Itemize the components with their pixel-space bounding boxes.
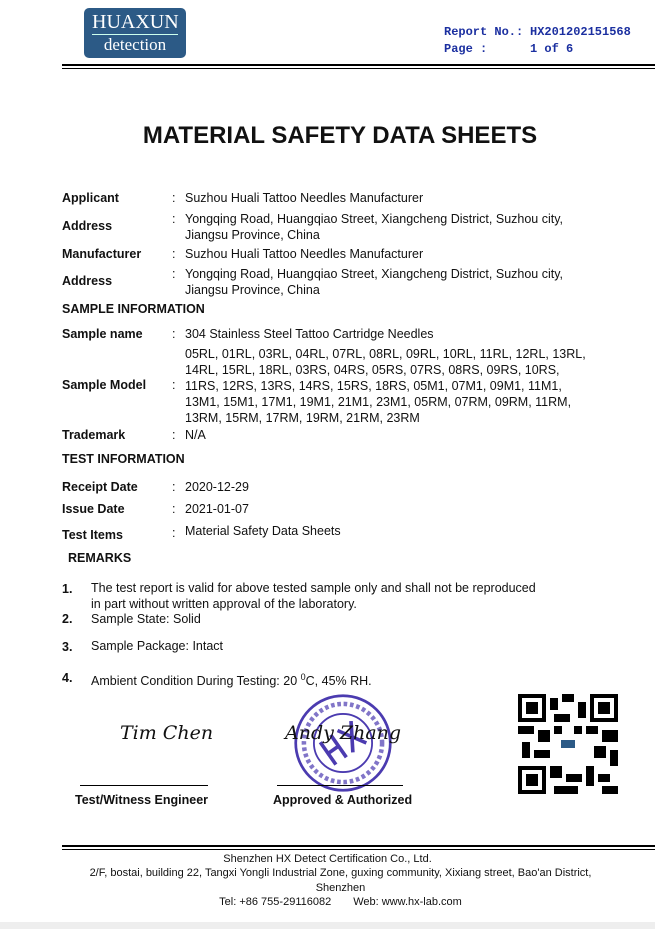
approver-signature: Andy Zhang — [285, 722, 402, 744]
colon: : — [172, 480, 176, 494]
model-line: 05RL, 01RL, 03RL, 04RL, 07RL, 08RL, 09RL, 10RL, 11RL, 12RL, 13RL, — [185, 347, 586, 361]
applicant-value: Suzhou Huali Tattoo Needles Manufacturer — [185, 191, 424, 205]
address-label: Address — [62, 219, 113, 233]
footer-address-line1: 2/F, bostai, building 22, Tangxi Yongli Industrial Zone, guxing community, Xixiang street, Bao'an District, — [89, 867, 592, 879]
colon: : — [172, 327, 176, 341]
footer-company: Shenzhen HX Detect Certification Co., Ltd. — [223, 853, 432, 865]
remark-1 — [91, 580, 536, 612]
sample-model-list — [185, 346, 586, 426]
page-title: MATERIAL SAFETY DATA SHEETS — [142, 122, 538, 149]
applicant-label: Applicant — [62, 191, 119, 205]
colon: : — [172, 267, 176, 281]
sample-info-heading: SAMPLE INFORMATION — [62, 302, 205, 316]
signature-line — [277, 785, 403, 786]
huaxun-logo — [84, 8, 186, 58]
qr-code-icon — [518, 694, 618, 794]
remarks-heading: REMARKS — [68, 551, 132, 565]
footer-tel: Tel: +86 755-29116082 — [219, 896, 332, 908]
remark-2: Sample State: Solid — [91, 612, 201, 626]
remark-3: Sample Package: Intact — [91, 639, 224, 653]
footer-address-line2: Shenzhen — [315, 882, 366, 894]
engineer-signature: Tim Chen — [120, 722, 214, 744]
report-no-label: Report No.: — [444, 25, 524, 39]
sample-model-label: Sample Model — [62, 378, 147, 392]
logo-text: HUAXUN — [92, 11, 179, 33]
manufacturer-label: Manufacturer — [62, 247, 142, 261]
test-items-value: Material Safety Data Sheets — [185, 524, 341, 538]
colon: : — [172, 247, 176, 261]
colon: : — [172, 526, 176, 540]
receipt-date-value: 2020-12-29 — [185, 480, 249, 494]
address2-line2: Jiangsu Province, China — [185, 283, 320, 297]
manufacturer-value: Suzhou Huali Tattoo Needles Manufacturer — [185, 247, 424, 261]
footer-rule — [62, 845, 655, 850]
logo-subtext: detection — [103, 35, 167, 54]
trademark-value: N/A — [185, 428, 206, 442]
receipt-date-label: Receipt Date — [62, 480, 138, 494]
sample-name-label: Sample name — [62, 327, 143, 341]
report-no: HX201202151568 — [530, 25, 631, 39]
address-line1: Yongqing Road, Huangqiao Street, Xiangcheng District, Suzhou city, — [185, 212, 564, 226]
remark-text: The test report is valid for above tested sample only and shall not be reproduced — [91, 581, 536, 595]
colon: : — [172, 191, 176, 205]
model-line: 11RS, 12RS, 13RS, 14RS, 15RS, 18RS, 05M1, 07M1, 09M1, 11M1, — [185, 379, 562, 393]
remark-number: 4. — [62, 671, 73, 685]
model-line: 13RM, 15RM, 17RM, 19RM, 21RM, 23RM — [185, 411, 420, 425]
footer-contact — [13, 896, 655, 908]
address-label: Address — [62, 274, 113, 288]
remark-text: in part without written approval of the laboratory. — [91, 597, 357, 611]
approver-label: Approved & Authorized — [273, 793, 413, 807]
sample-name-value: 304 Stainless Steel Tattoo Cartridge Needles — [185, 327, 434, 341]
address-line2: Jiangsu Province, China — [185, 228, 320, 242]
colon: : — [172, 428, 176, 442]
page-label: Page : — [444, 42, 488, 56]
model-line: 13M1, 15M1, 17M1, 19M1, 21M1, 23M1, 05RM, 07RM, 09RM, 11RM, — [185, 395, 572, 409]
address2-line1: Yongqing Road, Huangqiao Street, Xiangcheng District, Suzhou city, — [185, 267, 564, 281]
remark-4 — [91, 669, 372, 689]
test-info-heading: TEST INFORMATION — [62, 452, 185, 466]
test-items-label: Test Items — [62, 528, 123, 542]
issue-date-label: Issue Date — [62, 502, 125, 516]
signature-line — [80, 785, 208, 786]
model-line: 14RL, 15RL, 18RL, 03RS, 04RS, 05RS, 07RS, 08RS, 09RS, 10RS, — [185, 363, 560, 377]
remark-text: C, 45% RH. — [305, 674, 372, 689]
remark-number: 3. — [62, 640, 73, 654]
engineer-label: Test/Witness Engineer — [75, 793, 209, 807]
header-rule — [62, 64, 655, 69]
footer-web: Web: www.hx-lab.com — [353, 896, 462, 908]
trademark-label: Trademark — [62, 428, 126, 442]
degree-superscript: 0 — [300, 672, 306, 682]
remark-text: Ambient Condition During Testing: 20 — [91, 674, 301, 689]
page-bottom-edge — [0, 922, 655, 929]
page-number: 1 of 6 — [530, 42, 574, 56]
colon: : — [172, 502, 176, 516]
remark-number: 2. — [62, 612, 73, 626]
issue-date-value: 2021-01-07 — [185, 502, 249, 516]
remark-number: 1. — [62, 582, 73, 596]
colon: : — [172, 378, 176, 392]
colon: : — [172, 212, 176, 226]
